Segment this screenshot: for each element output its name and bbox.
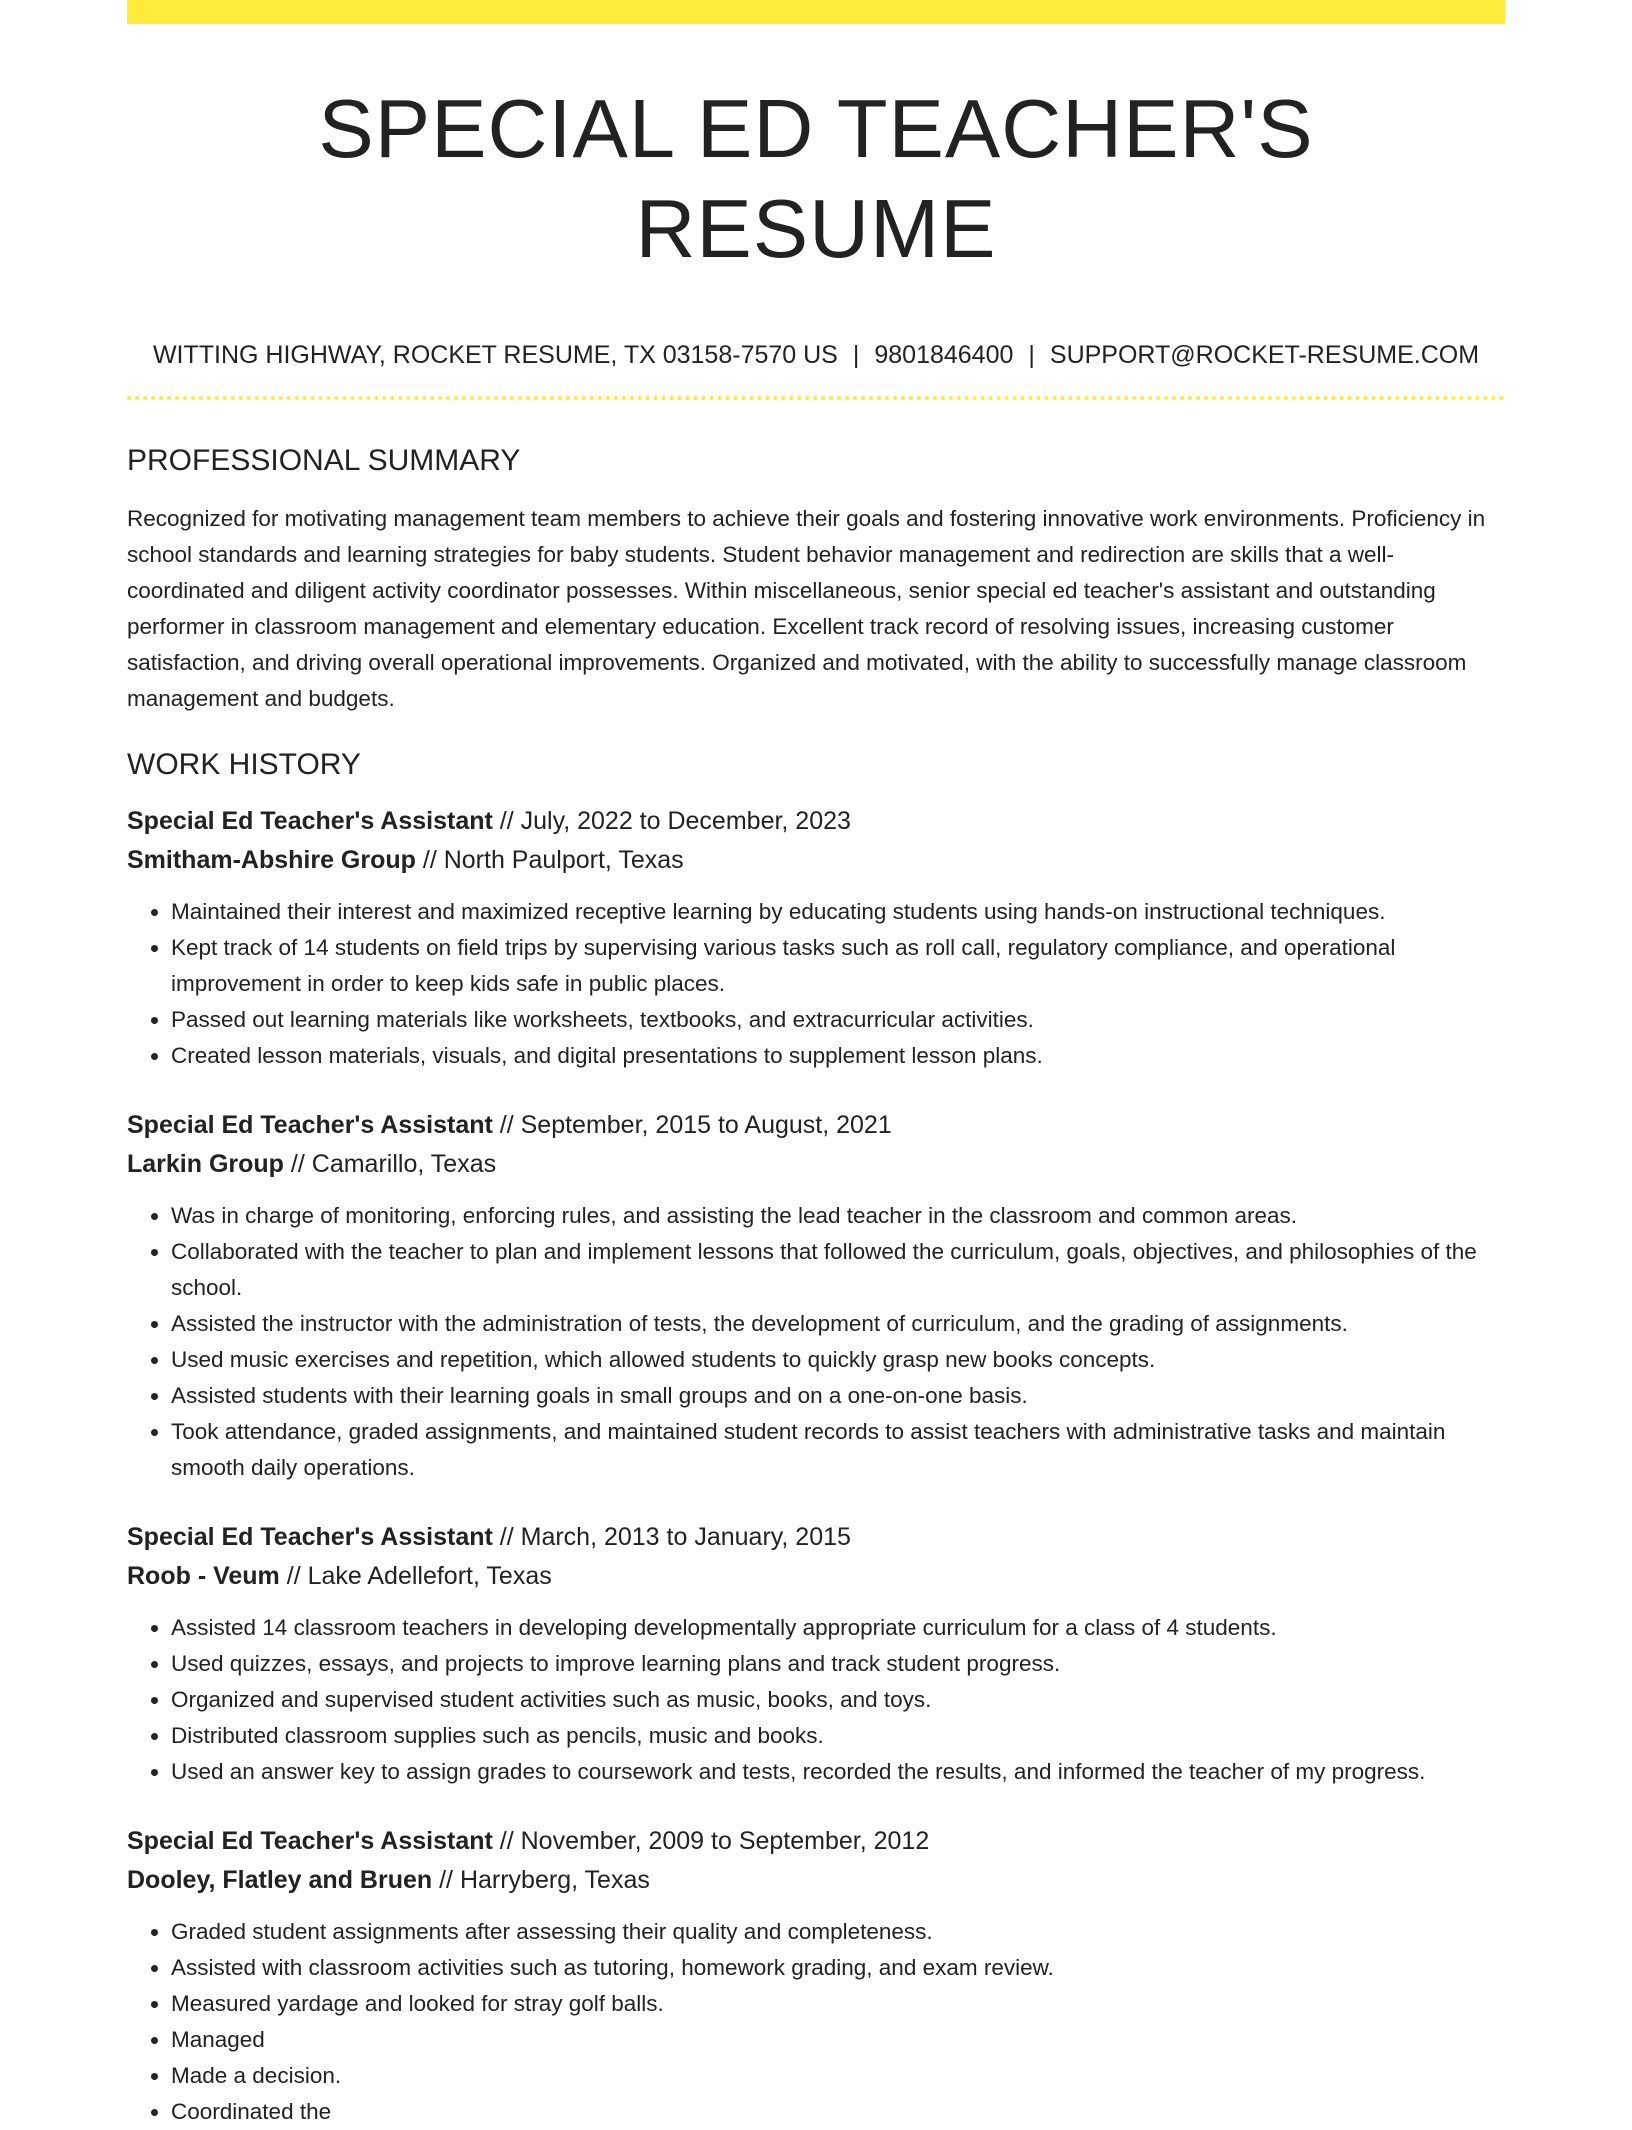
job-dates: July, 2022 to December, 2023 <box>520 807 851 835</box>
bullet-item: • Assisted with classroom activities such as tutoring, homework grading, and exam review. <box>171 1950 1505 1986</box>
job-separator: // <box>492 1111 521 1139</box>
job-company: Smitham-Abshire Group <box>127 846 416 874</box>
job-separator: // <box>492 1827 521 1855</box>
contact-phone: 9801846400 <box>874 341 1014 369</box>
bullet-item: • Assisted students with their learning goals in small groups and on a one-on-one basis. <box>171 1378 1505 1414</box>
job-company: Larkin Group <box>127 1150 284 1178</box>
job-location: Harryberg, Texas <box>459 1866 650 1894</box>
job-entry <box>127 802 1505 1074</box>
contact-address: WITTING HIGHWAY, ROCKET RESUME, TX 03158-7570 US <box>152 341 838 369</box>
job-title: Special Ed Teacher's Assistant <box>127 1111 493 1139</box>
bullet-item: • Used quizzes, essays, and projects to improve learning plans and track student progress. <box>171 1646 1505 1682</box>
bullet-item: • Assisted 14 classroom teachers in developing developmentally appropriate curriculum for a class of 4 students. <box>171 1610 1505 1646</box>
job-title: Special Ed Teacher's Assistant <box>127 1827 493 1855</box>
bullet-item: • Created lesson materials, visuals, and digital presentations to supplement lesson plans. <box>171 1038 1505 1074</box>
job-company-line <box>127 841 1505 880</box>
bullet-item: • Maintained their interest and maximized receptive learning by educating students using hands-on instructional techniques. <box>171 894 1505 930</box>
job-bullets <box>127 1198 1505 1486</box>
summary-text: Recognized for motivating management team members to achieve their goals and fostering innovative work environments. Proficiency in school standards and learning strategies for baby students. Student behavior management and redirection are skills that a well-coordinated and diligent activity coordinator possesses. Within miscellaneous, senior special ed teacher's assistant and outstanding performer in classroom management and elementary education. Excellent track record of resolving issues, increasing customer satisfaction, and driving overall operational improvements. Organized and motivated, with the ability to successfully manage classroom management and budgets. <box>127 506 1486 711</box>
job-separator: // <box>283 1150 312 1178</box>
job-title-line <box>127 1106 1505 1145</box>
bullet-item: • Managed <box>171 2022 1505 2058</box>
job-title: Special Ed Teacher's Assistant <box>127 807 493 835</box>
job-title: Special Ed Teacher's Assistant <box>127 1523 493 1551</box>
bullet-item: • Kept track of 14 students on field trips by supervising various tasks such as roll call, regulatory compliance, and operational improvement in order to keep kids safe in public places. <box>171 930 1505 1002</box>
job-location: Lake Adellefort, Texas <box>307 1562 552 1590</box>
bullet-item: • Measured yardage and looked for stray golf balls. <box>171 1986 1505 2022</box>
bullet-item: • Assisted the instructor with the administration of tests, the development of curriculum, and the grading of assignments. <box>171 1306 1505 1342</box>
job-entry <box>127 1518 1505 1790</box>
bullet-item: • Used music exercises and repetition, which allowed students to quickly grasp new books concepts. <box>171 1342 1505 1378</box>
bullet-item: • Graded student assignments after assessing their quality and completeness. <box>171 1914 1505 1950</box>
summary-heading: PROFESSIONAL SUMMARY <box>127 444 521 477</box>
job-location: Camarillo, Texas <box>311 1150 497 1178</box>
bullet-item: • Distributed classroom supplies such as pencils, music and books. <box>171 1718 1505 1754</box>
job-separator: // <box>432 1866 460 1894</box>
job-entry <box>127 1106 1505 1486</box>
contact-line <box>127 338 1505 372</box>
job-dates: March, 2013 to January, 2015 <box>520 1523 851 1551</box>
bullet-item: • Took attendance, graded assignments, and maintained student records to assist teachers with administrative tasks and maintain smooth daily operations. <box>171 1414 1505 1486</box>
job-bullets <box>127 894 1505 1074</box>
top-accent-bar <box>127 0 1505 24</box>
bullet-item: • Was in charge of monitoring, enforcing rules, and assisting the lead teacher in the classroom and common areas. <box>171 1198 1505 1234</box>
job-company-line <box>127 1861 1505 1900</box>
job-separator: // <box>415 846 444 874</box>
bullet-item: • Coordinated the <box>171 2094 1505 2130</box>
job-dates: November, 2009 to September, 2012 <box>520 1827 930 1855</box>
contact-separator: | <box>1028 341 1035 369</box>
job-title-line <box>127 1518 1505 1557</box>
contact-separator: | <box>852 341 860 369</box>
bullet-item: • Organized and supervised student activities such as music, books, and toys. <box>171 1682 1505 1718</box>
job-company: Dooley, Flatley and Bruen <box>127 1866 433 1894</box>
job-bullets <box>127 1610 1505 1790</box>
bullet-item: • Collaborated with the teacher to plan and implement lessons that followed the curriculum, goals, objectives, and philosophies of the school. <box>171 1234 1505 1306</box>
job-title-line <box>127 1822 1505 1861</box>
job-company-line <box>127 1145 1505 1184</box>
bullet-item: • Made a decision. <box>171 2058 1505 2094</box>
job-separator: // <box>492 807 521 835</box>
bullet-item: • Used an answer key to assign grades to coursework and tests, recorded the results, and informed the teacher of my progress. <box>171 1754 1505 1790</box>
job-separator: // <box>492 1523 521 1551</box>
job-separator: // <box>279 1562 308 1590</box>
job-company-line <box>127 1557 1505 1596</box>
job-bullets <box>127 1914 1505 2130</box>
job-company: Roob - Veum <box>127 1562 280 1590</box>
resume-page <box>127 0 1505 2130</box>
job-dates: September, 2015 to August, 2021 <box>520 1111 892 1139</box>
work-history-heading: WORK HISTORY <box>127 748 361 781</box>
bullet-item: • Passed out learning materials like worksheets, textbooks, and extracurricular activities. <box>171 1002 1505 1038</box>
dotted-divider <box>127 396 1505 400</box>
job-location: North Paulport, Texas <box>443 846 684 874</box>
job-title-line <box>127 802 1505 841</box>
contact-email: SUPPORT@ROCKET-RESUME.COM <box>1049 341 1480 369</box>
resume-title: SPECIAL ED TEACHER'S RESUME <box>318 82 1314 275</box>
job-entry <box>127 1822 1505 2130</box>
